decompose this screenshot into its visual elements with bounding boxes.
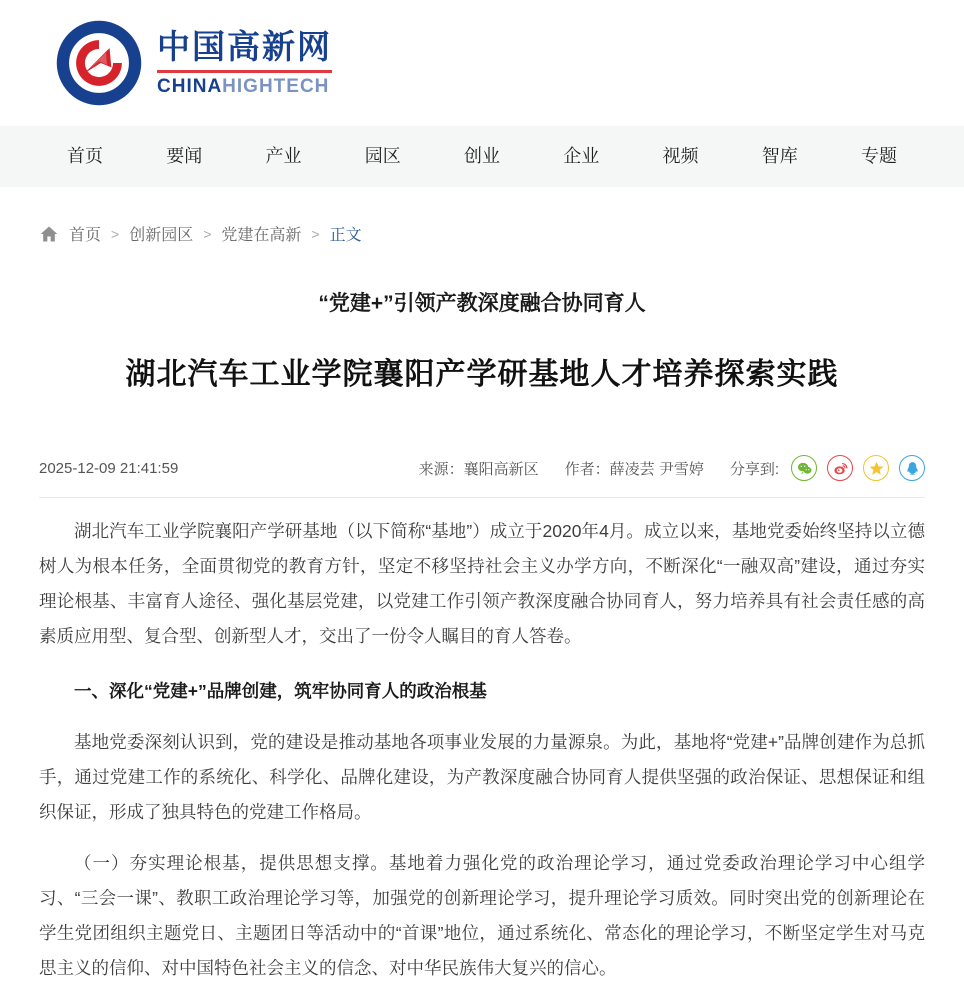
breadcrumb-party-building[interactable]: 党建在高新 [221,227,302,244]
content-area [39,222,925,986]
nav-item-industry[interactable]: 产业 [265,146,302,166]
breadcrumb-parks[interactable]: 创新园区 [129,227,194,244]
article-author: 作者：薛凌芸 尹雪婷 [564,460,704,478]
nav-inner [67,126,897,187]
nav-item-parks[interactable]: 园区 [364,146,401,166]
article-section-heading-1: 一、深化“党建+”品牌创建，筑牢协同育人的政治根基 [74,681,487,701]
site-name-cn: 中国高新网 [157,28,332,66]
breadcrumb-home[interactable]: 首页 [69,227,102,244]
article-subtitle: “党建+”引领产教深度融合协同育人 [318,292,646,315]
breadcrumb-separator: > [311,225,320,242]
logo-red-rule [157,70,332,73]
meta-divider [39,497,925,498]
article-paragraph-2: 基地党委深刻认识到，党的建设是推动基地各项事业发展的力量源泉。为此，基地将“党建+”品牌创建作为总抓手，通过党建工作的系统化、科学化、品牌化建设，为产教深度融合协同育人提供坚强的政治保证、思想保证和组织保证，形成了独具特色的党建工作格局。 [39,732,925,822]
nav-item-thinktank[interactable]: 智库 [761,146,798,166]
site-logo-icon [55,19,143,107]
nav-item-home[interactable]: 首页 [67,146,103,166]
breadcrumb-separator: > [203,225,212,242]
nav-item-news[interactable]: 要闻 [166,146,203,166]
article-meta [39,455,925,481]
nav-item-startup[interactable]: 创业 [464,146,500,166]
breadcrumb-separator: > [111,225,120,242]
share-label: 分享到: [729,460,779,478]
weibo-share-icon[interactable] [827,455,853,481]
main-nav [0,126,964,187]
nav-item-enterprise[interactable]: 企业 [563,146,600,166]
site-header [0,0,964,126]
qq-share-icon[interactable] [899,455,925,481]
article-title: 湖北汽车工业学院襄阳产学研基地人才培养探索实践 [125,358,839,391]
breadcrumb-current: 正文 [329,227,362,244]
article-source: 来源：襄阳高新区 [418,460,539,478]
article-paragraph-3: （一）夯实理论根基，提供思想支撑。基地着力强化党的政治理论学习，通过党委政治理论学习中心组学习、“三会一课”、教职工政治理论学习等，加强党的创新理论学习，提升理论学习质效。同时突出党的创新理论在学生党团组织主题党日、主题团日等活动中的“首课”地位，通过系统化、常态化的理论学习，不断坚定学生对马克思主义的信仰、对中国特色社会主义的信念、对中华民族伟大复兴的信心。 [39,853,925,978]
qzone-share-icon[interactable] [863,455,889,481]
nav-item-special[interactable]: 专题 [861,146,897,166]
site-logo-text [157,28,332,98]
article-body [39,514,925,986]
breadcrumb [39,222,925,245]
publish-date: 2025-12-09 21:41:59 [39,459,179,477]
article-paragraph-1: 湖北汽车工业学院襄阳产学研基地（以下简称“基地”）成立于2020年4月。成立以来，基地党委始终坚持以立德树人为根本任务，全面贯彻党的教育方针，坚定不移坚持社会主义办学方向，不断深化“一融双高”建设，通过夯实理论根基、丰富育人途径、强化基层党建，以党建工作引领产教深度融合协同育人，努力培养具有社会责任感的高素质应用型、复合型、创新型人才，交出了一份令人瞩目的育人答卷。 [39,521,925,646]
meta-right [419,455,925,481]
nav-item-video[interactable]: 视频 [662,146,699,166]
share-group [730,455,925,481]
wechat-share-icon[interactable] [791,455,817,481]
home-icon[interactable] [39,224,59,244]
site-name-en: CHINAHIGHTECH [157,75,330,97]
site-logo[interactable] [55,19,332,107]
